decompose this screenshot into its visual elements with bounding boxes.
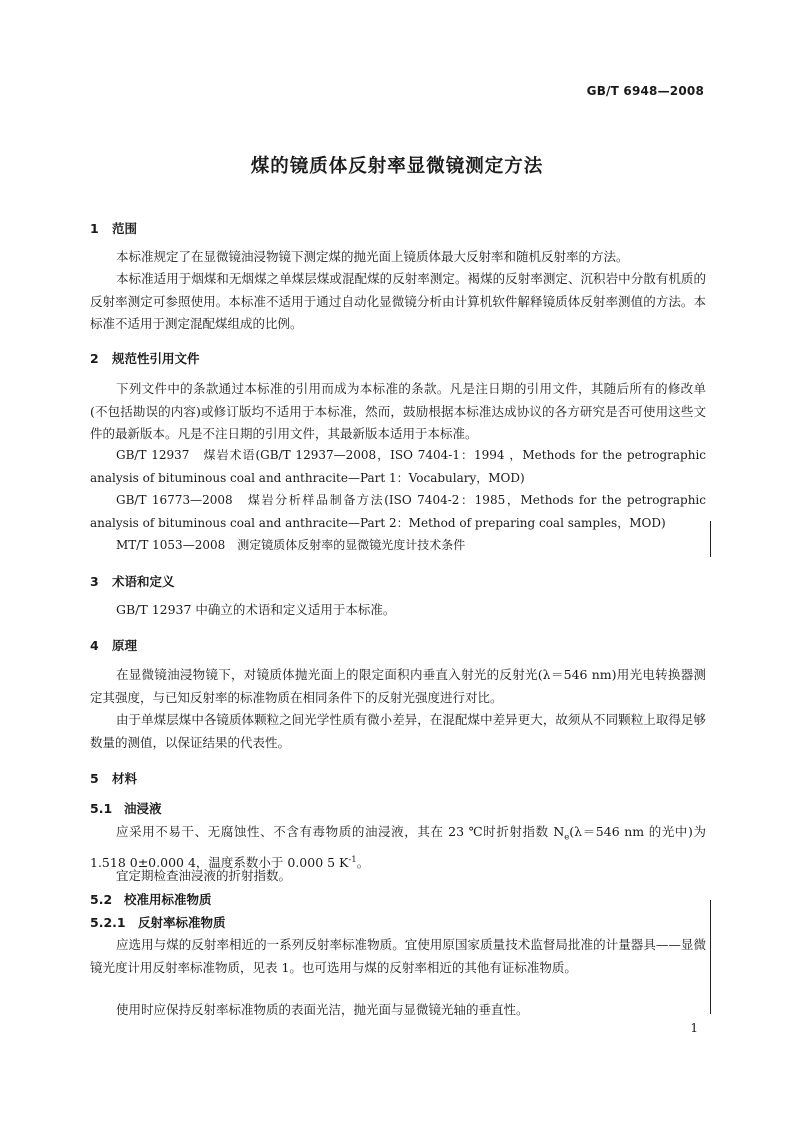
section-3-paragraph-1: GB/T 12937 中确立的术语和定义适用于本标准。 bbox=[116, 602, 396, 617]
reference-gbt-16773: GB/T 16773—2008 煤岩分析样品制备方法(ISO 7404-2：1985，Methods for the petrographic analysis of bituminous coal and anthracite—Part 2：Method of preparing coal samples，MOD) bbox=[90, 493, 706, 530]
subsection-title: 校准用标准物质 bbox=[124, 892, 212, 907]
subsection-5-2-1-paragraph-1: 应选用与煤的反射率相近的一系列反射率标准物质。宜使用原国家质量技术监督局批准的计量器具——显微镜光度计用反射率标准物质，见表 1。也可选用与煤的反射率相近的其他有证标准物质。 bbox=[90, 937, 706, 975]
section-number: 5 bbox=[90, 771, 99, 786]
section-1-heading bbox=[90, 219, 137, 237]
change-bar bbox=[710, 900, 711, 1014]
section-5-heading bbox=[90, 769, 137, 787]
section-1-paragraph-2: 本标准适用于烟煤和无烟煤之单煤层煤或混配煤的反射率测定。褐煤的反射率测定、沉积岩中分散有机质的反射率测定可参照使用。本标准不适用于通过自动化显微镜分析由计算机软件解释镜质体反射率测值的方法。本标准不适用于测定混配煤组成的比例。 bbox=[90, 271, 706, 331]
section-4-paragraph-2: 由于单煤层煤中各镜质体颗粒之间光学性质有微小差异，在混配煤中差异更大，故须从不同颗粒上取得足够数量的测值，以保证结果的代表性。 bbox=[90, 712, 706, 750]
subsection-5-2-1-heading bbox=[90, 913, 226, 931]
section-title: 范围 bbox=[112, 221, 138, 236]
section-number: 4 bbox=[90, 638, 99, 653]
subsection-number: 5.1 bbox=[90, 801, 113, 816]
section-3-heading bbox=[90, 572, 175, 590]
section-title: 规范性引用文件 bbox=[112, 351, 200, 366]
subsection-5-1-heading bbox=[90, 799, 162, 817]
superscript: -1 bbox=[348, 855, 357, 865]
subsection-5-1-paragraph-2: 宜定期检查油浸液的折射指数。 bbox=[116, 868, 292, 883]
subsection-number: 5.2.1 bbox=[90, 915, 126, 930]
page-number: 1 bbox=[690, 1021, 698, 1035]
reference-gbt-12937: GB/T 12937 煤岩术语(GB/T 12937—2008，ISO 7404-1：1994 ，Methods for the petrographic analysis of bituminous coal and anthracite—Part 1：Vocabulary，MOD) bbox=[90, 448, 706, 485]
subsection-title: 油浸液 bbox=[124, 801, 162, 816]
section-2-heading bbox=[90, 349, 200, 367]
section-1-paragraph-1: 本标准规定了在显微镜油浸物镜下测定煤的抛光面上镜质体最大反射率和随机反射率的方法。 bbox=[116, 249, 629, 264]
change-bar bbox=[710, 521, 711, 557]
subscript: e bbox=[564, 832, 570, 843]
section-number: 3 bbox=[90, 574, 99, 589]
reference-mtt-1053: MT/T 1053—2008 测定镜质体反射率的显微镜光度计技术条件 bbox=[116, 538, 466, 552]
section-title: 原理 bbox=[112, 638, 138, 653]
section-number: 1 bbox=[90, 221, 99, 236]
standard-code: GB/T 6948—2008 bbox=[586, 84, 704, 98]
section-4-heading bbox=[90, 636, 137, 654]
subsection-5-2-heading bbox=[90, 890, 212, 908]
text-run: 。 bbox=[356, 855, 370, 871]
subsection-number: 5.2 bbox=[90, 892, 113, 907]
document-title: 煤的镜质体反射率显微镜测定方法 bbox=[250, 156, 544, 177]
section-title: 材料 bbox=[112, 771, 138, 786]
section-number: 2 bbox=[90, 351, 99, 366]
section-2-paragraph-1: 下列文件中的条款通过本标准的引用而成为本标准的条款。凡是注日期的引用文件，其随后所有的修改单(不包括勘误的内容)或修订版均不适用于本标准，然而，鼓励根据本标准达成协议的各方研究是否可使用这些文件的最新版本。凡是不注日期的引用文件，其最新版本适用于本标准。 bbox=[90, 381, 706, 441]
subsection-5-2-1-paragraph-2: 使用时应保持反射率标准物质的表面光洁，抛光面与显微镜光轴的垂直性。 bbox=[116, 1002, 529, 1017]
section-4-paragraph-1: 在显微镜油浸物镜下，对镜质体抛光面上的限定面积内垂直入射光的反射光(λ＝546 nm)用光电转换器测定其强度，与已知反射率的标准物质在相同条件下的反射光强度进行对比。 bbox=[90, 667, 706, 705]
subsection-title: 反射率标准物质 bbox=[138, 915, 226, 930]
section-title: 术语和定义 bbox=[112, 574, 175, 589]
text-run: (λ＝546 nm 的光中)为 1.518 0±0.000 4，温度系数小于 0.000 5 K bbox=[90, 824, 707, 871]
text-run: 应采用不易干、无腐蚀性、不含有毒物质的油浸液，其在 23 ℃时折射指数 N bbox=[116, 824, 565, 839]
